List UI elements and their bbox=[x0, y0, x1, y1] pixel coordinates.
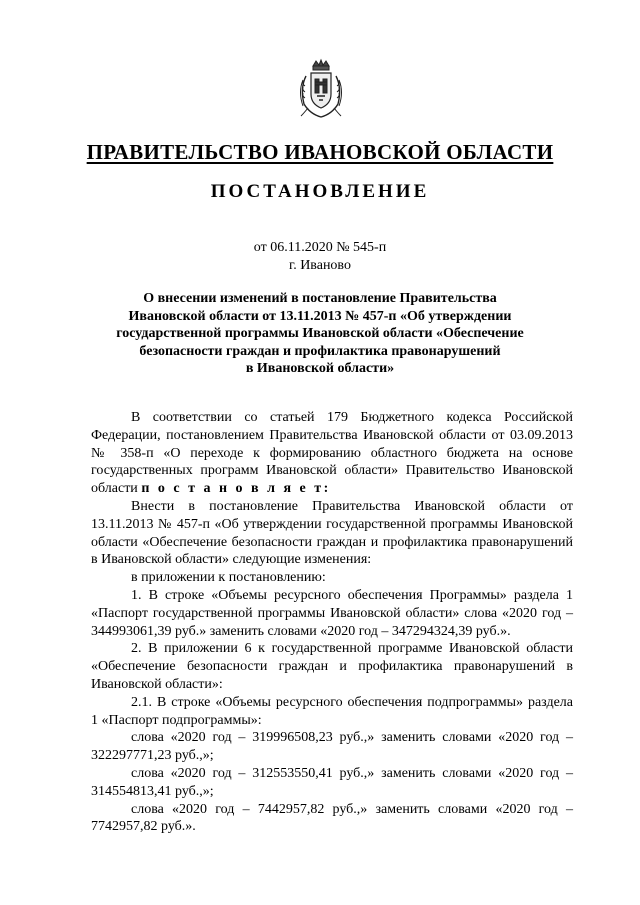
coat-of-arms-icon bbox=[296, 58, 346, 120]
subject-line: в Ивановской области» bbox=[245, 361, 395, 376]
body-paragraph-6: слова «2020 год – 319996508,23 руб.,» заменить словами «2020 год – 322297771,23 руб.,»; bbox=[91, 730, 573, 764]
body-paragraph-4: 2. В приложении 6 к государственной программе Ивановской области «Обеспечение безопасности граждан и профилактика правонарушений в Ивановской области»: bbox=[91, 641, 573, 692]
subject-line: государственной программы Ивановской области «Обеспечение bbox=[116, 326, 524, 341]
body-paragraph-7: слова «2020 год – 312553550,41 руб.,» заменить словами «2020 год – 314554813,41 руб.,»; bbox=[91, 765, 573, 799]
body-paragraph-5: 2.1. В строке «Объемы ресурсного обеспечения подпрограммы» раздела 1 «Паспорт подпрограммы»: bbox=[91, 694, 573, 728]
body-paragraph-1: Внести в постановление Правительства Ивановской области от 13.11.2013 № 457-п «Об утверждении государственной программы Ивановской области «Обеспечение безопасности граждан и профилактика правонарушений в Ивановской области» следующие изменения: bbox=[91, 498, 573, 568]
body-paragraph-2: в приложении к постановлению: bbox=[131, 570, 326, 586]
subject-line: О внесении изменений в постановление Правительства bbox=[143, 291, 497, 306]
preamble-paragraph bbox=[91, 409, 573, 498]
city: г. Иваново bbox=[289, 258, 351, 273]
resolve-word: п о с т а н о в л я е т: bbox=[141, 481, 331, 497]
body-paragraph-3: 1. В строке «Объемы ресурсного обеспечения Программы» раздела 1 «Паспорт государственной программы Ивановской области» слова «2020 год – 344993061,39 руб.» заменить словами «2020 год – 347294324,39 руб.». bbox=[91, 587, 573, 639]
body-paragraph-8: слова «2020 год – 7442957,82 руб.,» заменить словами «2020 год – 7742957,82 руб.». bbox=[91, 801, 573, 835]
document-type-title: ПОСТАНОВЛЕНИЕ bbox=[210, 181, 430, 202]
document-subject bbox=[100, 290, 540, 378]
subject-line: Ивановской области от 13.11.2013 № 457-п «Об утверждении bbox=[128, 308, 512, 324]
organization-title: ПРАВИТЕЛЬСТВО ИВАНОВСКОЙ ОБЛАСТИ bbox=[86, 140, 554, 164]
document-body bbox=[91, 409, 573, 836]
date-number: от 06.11.2020 № 545-п bbox=[253, 240, 387, 255]
subject-line: безопасности граждан и профилактика правонарушений bbox=[139, 343, 501, 359]
preamble-text: В соответствии со статьей 179 Бюджетного кодекса Российской Федерации, постановлением Правительства Ивановской области от 03.09.2013 № 358-п «О переходе к формированию областного бюджета на основе государственных программ Ивановской области» Правительство Ивановской области bbox=[91, 410, 573, 497]
